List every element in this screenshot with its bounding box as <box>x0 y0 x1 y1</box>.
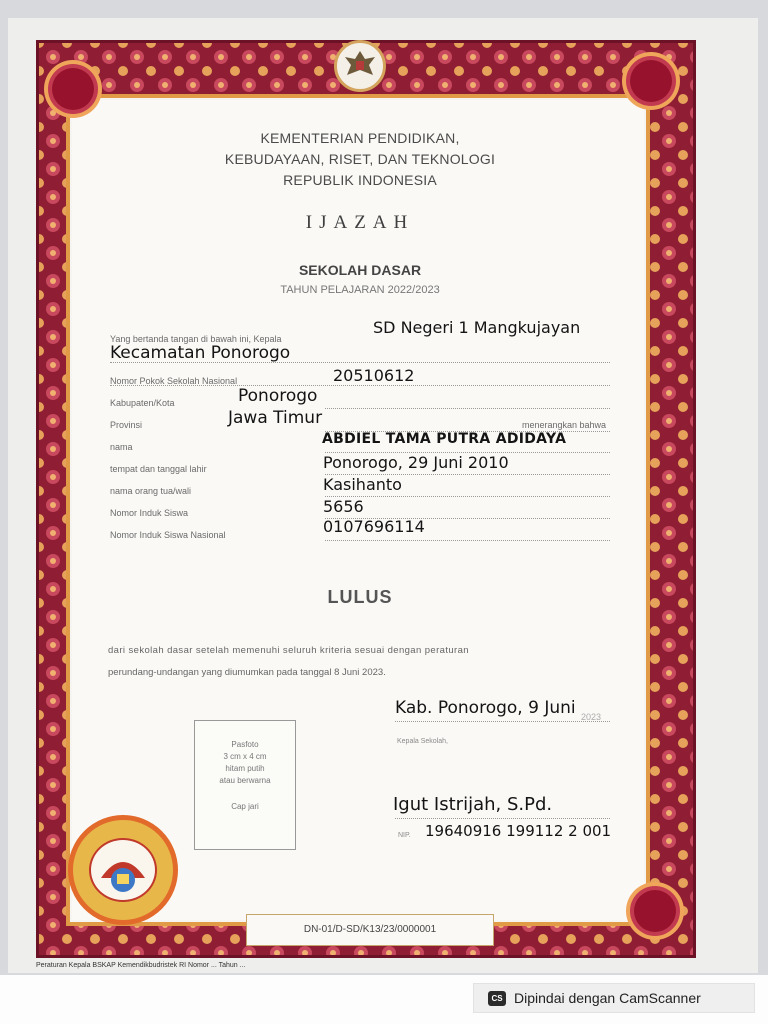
name-label: nama <box>110 442 133 452</box>
photo-line-3: hitam putih <box>225 764 265 773</box>
birth-label: tempat dan tanggal lahir <box>110 464 207 474</box>
corner-ornament-bottom-right <box>634 890 676 932</box>
student-name-value: ABDIEL TAMA PUTRA ADIDAYA <box>322 431 567 447</box>
corner-ornament-top-right <box>630 60 672 102</box>
tut-wuri-emblem-icon <box>89 838 157 902</box>
statement-line-1: dari sekolah dasar setelah memenuhi seluruh kriteria sesuai dengan peraturan <box>108 645 469 656</box>
ministry-line-1: KEMENTERIAN PENDIDIKAN, <box>260 130 460 146</box>
photo-line-5: Cap jari <box>231 802 259 811</box>
field-line <box>325 496 610 497</box>
nip-label: NIP. <box>398 832 411 839</box>
district-value: Kecamatan Ponorogo <box>110 343 291 363</box>
nisn-label: Nomor Induk Siswa Nasional <box>110 530 226 540</box>
prov-label: Provinsi <box>110 420 143 430</box>
camscanner-text: Dipindai dengan CamScanner <box>514 990 701 1006</box>
result-status: LULUS <box>327 587 393 607</box>
photo-placeholder <box>194 720 296 850</box>
parent-label: nama orang tua/wali <box>110 486 192 496</box>
academic-year: TAHUN PELAJARAN 2022/2023 <box>280 284 440 296</box>
npsn-label: Nomor Pokok Sekolah Nasional <box>110 376 238 386</box>
ministry-line-2: KEBUDAYAAN, RISET, DAN TEKNOLOGI <box>224 151 496 167</box>
ministry-line-3: REPUBLIK INDONESIA <box>283 172 437 188</box>
regulation-footnote: Peraturan Kepala BSKAP Kemendikbudristek RI Nomor ... Tahun ... <box>36 962 246 969</box>
nip-value: 19640916 199112 2 001 <box>425 822 612 840</box>
photo-line-4: atau berwarna <box>219 776 271 785</box>
nis-label: Nomor Induk Siswa <box>110 508 189 518</box>
field-line <box>395 818 610 819</box>
nis-value: 5656 <box>323 497 364 516</box>
school-name-value: SD Negeri 1 Mangkujayan <box>373 318 581 337</box>
principal-name: Igut Istrijah, S.Pd. <box>393 794 553 815</box>
signature-place-date: Kab. Ponorogo, 9 Juni <box>395 698 576 718</box>
intro-label: Yang bertanda tangan di bawah ini, Kepala <box>110 334 282 344</box>
birth-value: Ponorogo, 29 Juni 2010 <box>323 453 509 472</box>
principal-role: Kepala Sekolah, <box>397 738 448 745</box>
photo-line-2: 3 cm x 4 cm <box>223 752 267 761</box>
parent-value: Kasihanto <box>323 475 402 494</box>
field-line <box>395 721 610 722</box>
statement-line-2: perundang-undangan yang diumumkan pada tanggal 8 Juni 2023. <box>108 667 386 678</box>
corner-ornament-top-left <box>52 68 94 110</box>
camscanner-watermark <box>473 983 755 1013</box>
npsn-value: 20510612 <box>333 366 415 385</box>
photo-line-1: Pasfoto <box>231 740 259 749</box>
school-seal-icon <box>68 815 178 925</box>
camscanner-logo-icon: CS <box>488 991 506 1006</box>
signature-year: 2023 <box>581 712 602 722</box>
document-title: IJAZAH <box>305 212 415 233</box>
nisn-value: 0107696114 <box>323 517 425 536</box>
document-number: DN-01/D-SD/K13/23/0000001 <box>246 914 494 946</box>
school-level: SEKOLAH DASAR <box>298 262 422 278</box>
field-line <box>325 540 610 541</box>
kab-label: Kabupaten/Kota <box>110 398 175 408</box>
prov-value: Jawa Timur <box>228 408 323 428</box>
kab-value: Ponorogo <box>238 386 318 406</box>
garuda-emblem-icon <box>334 40 386 92</box>
declares-text: menerangkan bahwa <box>522 420 607 430</box>
field-line <box>325 408 610 409</box>
